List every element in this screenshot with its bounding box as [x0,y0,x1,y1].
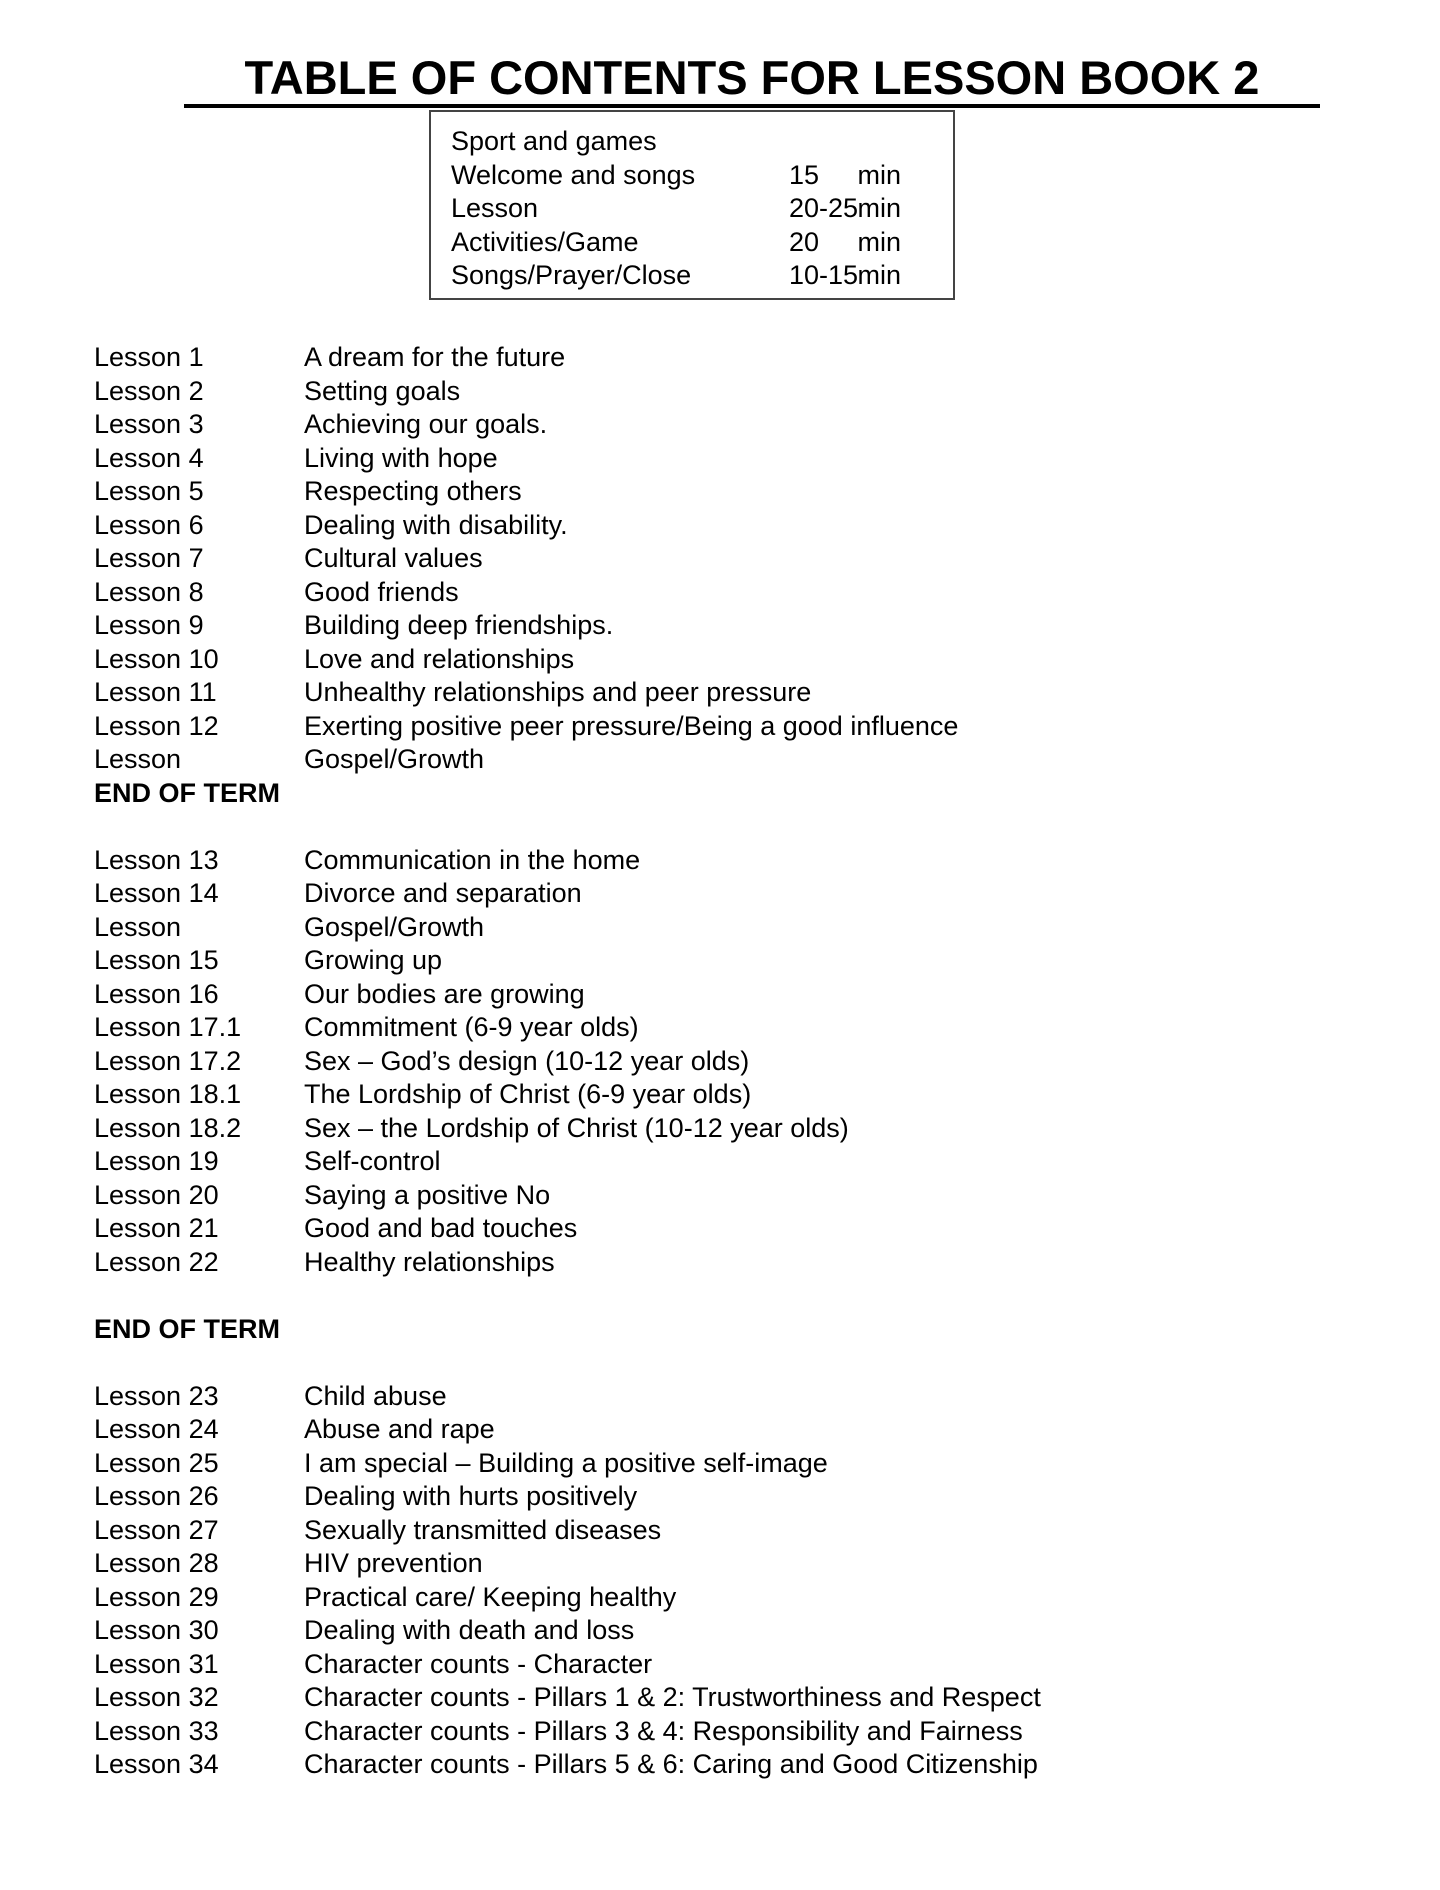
lesson-title: Commitment (6-9 year olds) [304,1012,639,1042]
schedule-duration: 20 [789,226,820,257]
lesson-row [94,1380,1394,1414]
schedule-row [451,125,941,159]
title-underline [184,104,1320,108]
lesson-title: Character counts - Pillars 5 & 6: Caring and Good Citizenship [304,1749,1038,1779]
schedule-row [451,159,941,193]
lesson-number: Lesson 24 [94,1414,219,1444]
schedule-duration: 10-15 [789,260,859,290]
lesson-row [94,1179,1394,1213]
schedule-row [451,226,941,260]
schedule-activity: Activities/Game [451,226,639,257]
lesson-row [94,1648,1394,1682]
page-title: TABLE OF CONTENTS FOR LESSON BOOK 2 [244,51,1260,104]
lesson-number: Lesson 8 [94,576,204,607]
lesson-title: Gospel/Growth [304,911,485,942]
lesson-number: Lesson 17.2 [94,1045,242,1076]
end-of-term-heading [94,777,1394,811]
lesson-number: Lesson 4 [94,442,204,473]
lesson-number: Lesson 34 [94,1749,219,1779]
lesson-row [94,1246,1394,1280]
schedule-activity: Songs/Prayer/Close [451,260,692,290]
lesson-row [94,576,1394,610]
lesson-title: Exerting positive peer pressure/Being a good influence [304,710,959,741]
lesson-title: A dream for the future [304,342,566,372]
lesson-number: Lesson 23 [94,1380,219,1411]
lesson-row [94,408,1394,442]
lesson-number: Lesson 5 [94,476,204,506]
lesson-title: Sex – the Lordship of Christ (10-12 year olds) [304,1112,849,1143]
lesson-row [94,1681,1394,1715]
lesson-number: Lesson 15 [94,945,219,975]
schedule-row [451,259,941,293]
lesson-number: Lesson 12 [94,710,219,741]
lesson-number: Lesson 9 [94,610,204,640]
lesson-number: Lesson 27 [94,1514,219,1545]
lesson-title: Character counts - Character [304,1648,653,1679]
blank-line [94,1279,1394,1313]
lesson-row [94,1547,1394,1581]
lesson-title: Good friends [304,576,459,607]
lesson-row [94,1614,1394,1648]
lesson-title: Saying a positive No [304,1179,551,1210]
lesson-title: Love and relationships [304,643,575,674]
lesson-list [94,341,1394,1782]
lesson-number: Lesson 17.1 [94,1012,242,1042]
blank-line [94,810,1394,844]
schedule-activity: Sport and games [451,126,657,156]
schedule-unit: min [857,159,901,190]
lesson-row [94,911,1394,945]
schedule-unit: min [857,226,901,257]
lesson-number: Lesson 32 [94,1682,219,1712]
lesson-number: Lesson 16 [94,978,219,1009]
lesson-number: Lesson 14 [94,878,219,908]
lesson-row [94,1480,1394,1514]
lesson-row [94,609,1394,643]
lesson-row [94,1045,1394,1079]
lesson-row [94,1212,1394,1246]
lesson-title: Dealing with disability. [304,509,568,540]
lesson-row [94,710,1394,744]
lesson-title: Growing up [304,945,443,975]
lesson-row [94,542,1394,576]
lesson-row [94,375,1394,409]
lesson-number: Lesson 28 [94,1548,219,1578]
schedule-duration: 20-25 [789,193,859,223]
schedule-duration: 15 [789,159,820,190]
lesson-row [94,1145,1394,1179]
lesson-title: Building deep friendships. [304,610,614,640]
lesson-title: Respecting others [304,476,522,506]
lesson-number: Lesson 11 [94,677,217,707]
lesson-number: Lesson 10 [94,643,219,674]
lesson-number: Lesson 7 [94,543,204,573]
lesson-row [94,1581,1394,1615]
lesson-title: Abuse and rape [304,1414,495,1444]
lesson-row [94,1078,1394,1112]
lesson-row [94,643,1394,677]
schedule-row [451,192,941,226]
lesson-title: Self-control [304,1146,441,1176]
lesson-row [94,944,1394,978]
end-of-term-label: END OF TERM [94,777,280,808]
lesson-row [94,1112,1394,1146]
lesson-title: Our bodies are growing [304,978,585,1009]
lesson-number: Lesson 33 [94,1715,219,1746]
lesson-row [94,1447,1394,1481]
lesson-number: Lesson 1 [94,342,204,372]
lesson-row [94,475,1394,509]
schedule-activity: Welcome and songs [451,159,696,190]
lesson-title: Communication in the home [304,844,641,875]
lesson-row [94,341,1394,375]
lesson-title: Healthy relationships [304,1246,555,1277]
lesson-row [94,844,1394,878]
lesson-title: I am special – Building a positive self-image [304,1447,828,1478]
lesson-number: Lesson 18.2 [94,1112,242,1143]
lesson-title: Good and bad touches [304,1213,578,1243]
lesson-number: Lesson 19 [94,1146,219,1176]
lesson-number: Lesson 29 [94,1581,219,1612]
lesson-number: Lesson 26 [94,1481,219,1511]
schedule-unit: min [857,193,901,223]
lesson-title: Child abuse [304,1380,447,1411]
lesson-number: Lesson [94,744,182,774]
lesson-number: Lesson 2 [94,375,204,406]
lesson-number: Lesson 6 [94,509,204,540]
lesson-row [94,978,1394,1012]
lesson-title: Practical care/ Keeping healthy [304,1581,677,1612]
lesson-row [94,1715,1394,1749]
schedule-activity: Lesson [451,193,539,223]
lesson-row [94,676,1394,710]
lesson-title: Dealing with hurts positively [304,1481,638,1511]
lesson-title: Sexually transmitted diseases [304,1514,662,1545]
lesson-title: Achieving our goals. [304,409,548,439]
blank-line [94,1346,1394,1380]
lesson-row [94,1011,1394,1045]
lesson-number: Lesson 18.1 [94,1079,242,1109]
schedule-unit: min [857,260,901,290]
lesson-number: Lesson 30 [94,1615,219,1645]
lesson-number: Lesson 21 [94,1213,219,1243]
lesson-title: Character counts - Pillars 3 & 4: Responsibility and Fairness [304,1715,1023,1746]
lesson-title: Character counts - Pillars 1 & 2: Trustworthiness and Respect [304,1682,1041,1712]
end-of-term-heading [94,1313,1394,1347]
lesson-title: Unhealthy relationships and peer pressure [304,677,812,707]
lesson-row [94,1413,1394,1447]
lesson-row [94,877,1394,911]
lesson-title: Cultural values [304,543,483,573]
lesson-title: Living with hope [304,442,498,473]
lesson-row [94,442,1394,476]
lesson-title: Sex – God’s design (10-12 year olds) [304,1045,750,1076]
lesson-number: Lesson [94,911,182,942]
lesson-title: The Lordship of Christ (6-9 year olds) [304,1079,752,1109]
lesson-number: Lesson 22 [94,1246,219,1277]
lesson-title: Setting goals [304,375,461,406]
lesson-number: Lesson 13 [94,844,219,875]
lesson-title: Gospel/Growth [304,744,485,774]
lesson-title: HIV prevention [304,1548,483,1578]
lesson-row [94,509,1394,543]
lesson-number: Lesson 3 [94,409,204,439]
lesson-title: Divorce and separation [304,878,582,908]
lesson-number: Lesson 31 [94,1648,219,1679]
lesson-row [94,1514,1394,1548]
lesson-row [94,1748,1394,1782]
lesson-number: Lesson 20 [94,1179,219,1210]
lesson-title: Dealing with death and loss [304,1615,635,1645]
lesson-row [94,743,1394,777]
schedule-box [429,110,955,300]
lesson-number: Lesson 25 [94,1447,219,1478]
end-of-term-label: END OF TERM [94,1313,280,1344]
